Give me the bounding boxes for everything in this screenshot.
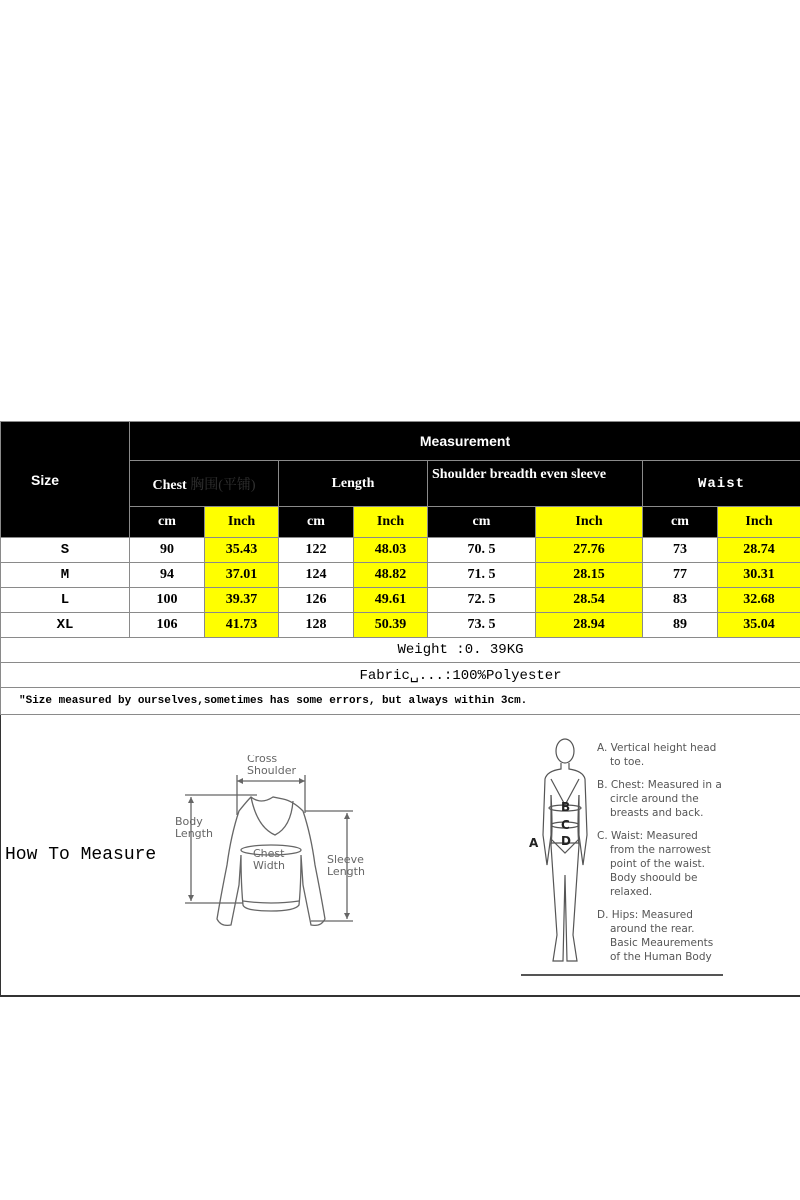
table-row: [1, 563, 800, 588]
shoulder-cm-header: cm: [428, 507, 536, 538]
length-inch-cell: 50.39: [354, 613, 428, 638]
waist-inch-cell: 35.04: [718, 613, 800, 638]
shoulder-cm-cell: 72. 5: [428, 588, 536, 613]
figure-notes: [597, 741, 737, 973]
length-cm-header: cm: [279, 507, 354, 538]
chest-garbled-suffix: 胸围(平铺): [190, 477, 256, 493]
note-c: [597, 829, 737, 899]
marker-b: B: [561, 800, 571, 814]
length-inch-cell: 48.03: [354, 538, 428, 563]
size-cell: L: [1, 588, 130, 613]
chest-inch-cell: 39.37: [205, 588, 279, 613]
shoulder-inch-header: Inch: [536, 507, 643, 538]
note-d: [597, 908, 737, 964]
note-d-line: Basic Meaurements: [610, 937, 714, 949]
waist-inch-cell: 32.68: [718, 588, 800, 613]
size-cell: S: [1, 538, 130, 563]
body-length-label-2: Length: [175, 827, 213, 840]
table-row: [1, 588, 800, 613]
length-cm-cell: 126: [279, 588, 354, 613]
note-d-line: D. Hips: Measured: [597, 909, 693, 921]
shoulder-header: Shoulder breadth even sleeve: [428, 461, 643, 507]
note-c-line: Body shoould be: [610, 872, 698, 884]
note-d-line: around the rear.: [610, 923, 695, 935]
measurement-title: Measurement: [130, 422, 800, 461]
how-to-measure-label: How To Measure: [5, 845, 157, 865]
note-c-line: from the narrowest: [610, 844, 711, 856]
waist-cm-header: cm: [643, 507, 718, 538]
size-table: [0, 421, 800, 715]
table-row: [1, 613, 800, 638]
shoulder-inch-cell: 27.76: [536, 538, 643, 563]
note-a-line: A. Vertical height head: [597, 742, 717, 754]
length-cm-cell: 124: [279, 563, 354, 588]
note-d-line: of the Human Body: [610, 951, 712, 963]
waist-inch-cell: 28.74: [718, 538, 800, 563]
how-to-measure-section: [0, 715, 800, 997]
sleeve-length-label-1: Sleeve: [327, 853, 364, 866]
note-b-line: circle around the: [610, 793, 699, 805]
shoulder-cm-cell: 70. 5: [428, 538, 536, 563]
size-cell: XL: [1, 613, 130, 638]
length-header: Length: [279, 461, 428, 507]
chest-width-label-1: Chest: [253, 847, 285, 860]
note-c-line: point of the waist.: [610, 858, 706, 870]
marker-d: D: [561, 834, 571, 848]
chest-label: Chest: [152, 477, 187, 493]
cross-shoulder-label-2: Shoulder: [247, 764, 296, 777]
shoulder-inch-cell: 28.15: [536, 563, 643, 588]
shoulder-cm-cell: 73. 5: [428, 613, 536, 638]
waist-cm-cell: 89: [643, 613, 718, 638]
chest-cm-cell: 100: [130, 588, 205, 613]
chest-header: [130, 461, 279, 507]
body-length-label-1: Body: [175, 815, 203, 828]
waist-cm-cell: 77: [643, 563, 718, 588]
note-a-line: to toe.: [610, 756, 645, 768]
length-inch-cell: 48.82: [354, 563, 428, 588]
waist-inch-header: Inch: [718, 507, 800, 538]
chest-cm-cell: 90: [130, 538, 205, 563]
note-b-line: B. Chest: Measured in a: [597, 779, 722, 791]
shoulder-inch-cell: 28.54: [536, 588, 643, 613]
size-cell: M: [1, 563, 130, 588]
note-b: [597, 778, 737, 820]
cross-shoulder-label-1: Cross: [247, 755, 278, 765]
shoulder-cm-cell: 71. 5: [428, 563, 536, 588]
marker-a: A: [529, 836, 539, 850]
measurement-note: "Size measured by ourselves,sometimes has some errors, but always within 3cm.: [1, 688, 800, 715]
note-c-line: C. Waist: Measured: [597, 830, 698, 842]
size-chart: [0, 421, 800, 997]
size-header: Size: [1, 422, 130, 538]
weight-info: Weight :0. 39KG: [1, 638, 800, 663]
length-inch-header: Inch: [354, 507, 428, 538]
chest-inch-cell: 41.73: [205, 613, 279, 638]
waist-header: Waist: [643, 461, 800, 507]
length-inch-cell: 49.61: [354, 588, 428, 613]
marker-c: C: [561, 818, 570, 832]
chest-inch-cell: 37.01: [205, 563, 279, 588]
garment-diagram-icon: [171, 755, 371, 945]
note-a: [597, 741, 737, 769]
note-c-line: relaxed.: [610, 886, 653, 898]
waist-cm-cell: 83: [643, 588, 718, 613]
length-cm-cell: 122: [279, 538, 354, 563]
chest-inch-header: Inch: [205, 507, 279, 538]
chest-cm-header: cm: [130, 507, 205, 538]
shoulder-inch-cell: 28.94: [536, 613, 643, 638]
chest-inch-cell: 35.43: [205, 538, 279, 563]
chest-cm-cell: 106: [130, 613, 205, 638]
chest-width-label-2: Width: [253, 859, 285, 872]
note-b-line: breasts and back.: [610, 807, 704, 819]
waist-inch-cell: 30.31: [718, 563, 800, 588]
fabric-info: Fabric␣...:100%Polyester: [1, 663, 800, 688]
sleeve-length-label-2: Length: [327, 865, 365, 878]
length-cm-cell: 128: [279, 613, 354, 638]
waist-cm-cell: 73: [643, 538, 718, 563]
table-row: [1, 538, 800, 563]
chest-cm-cell: 94: [130, 563, 205, 588]
